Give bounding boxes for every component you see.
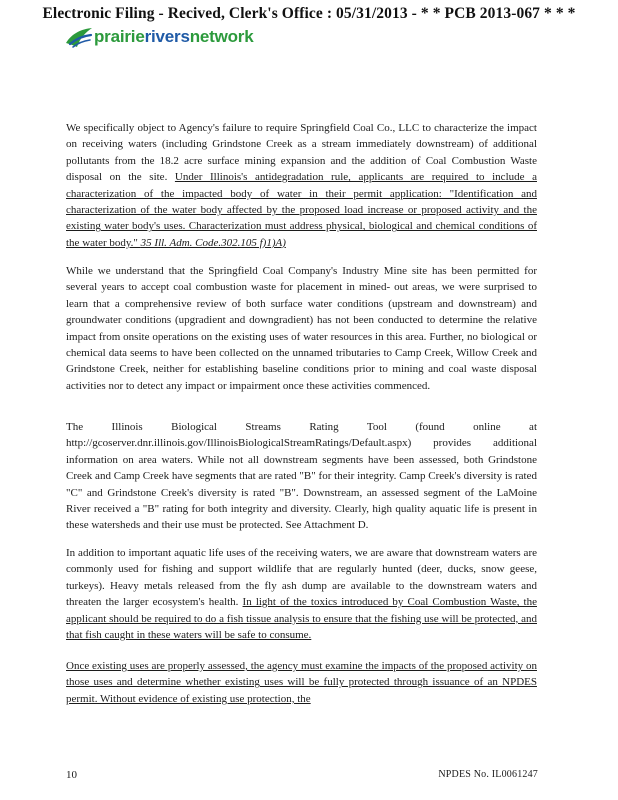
paragraph-site-review — [66, 263, 537, 394]
regulation-citation: 35 Ill. Adm. Code.302.105 f)1)A) — [140, 236, 286, 249]
paragraph-stream-ratings — [66, 419, 537, 534]
paragraph-4-intro: In addition to important aquatic life uses of the receiving waters, we are aware that downstream waters are commonly used for fishing and support wildlife that are regularly hunted (deer, ducks, snow geese, turkeys). Heavy metals released from the fly ash dump are available to the downstream waters and threaten the larger ecosystem's health. — [66, 547, 537, 609]
paragraph-1-rule-quote: Under Illinois's antidegradation rule, applicants are required to include a characterization of the impacted body of water in their permit application: "Identification and characterization of the water body affected by the proposed load increase or proposed activity and the existing water body's uses. Characterization must address physical, biological and chemical conditions of the water body." — [66, 171, 537, 249]
paragraph-5-text: Once existing uses are properly assessed, the agency must examine the impacts of the proposed activity on those uses and determine whether existing uses will be fully protected through issuance of an NPDES permit. Without evidence of existing use protection, the — [66, 660, 537, 705]
filing-stamp: Electronic Filing - Recived, Clerk's Office : 05/31/2013 - * * PCB 2013-067 * * * — [42, 5, 576, 22]
permit-reference: NPDES No. IL0061247 — [438, 769, 538, 780]
paragraph-fishing-use — [66, 545, 537, 643]
paragraph-1-intro: We specifically object to Agency's failure to require Springfield Coal Co., LLC to characterize the impact on receiving waters (including Grindstone Creek as a stream immediately downstream) of additional pollutants from the 18.2 acre surface mining expansion and the addition of Coal Combustion Waste disposal on the site. — [66, 122, 537, 184]
paragraph-3-text: The Illinois Biological Streams Rating Tool (found online at http://gcoserver.dnr.illinois.gov/IllinoisBiologicalStreamRatings/Default.aspx) provides additional information on area waters. While not all downstream segments have been assessed, both Grindstone Creek and Camp Creek have segments that are rated "B" for their integrity. Camp Creek's diversity is rated "C" and Grindstone Creek's diversity is rated "B". Downstream, an assessed segment of the LaMoine River received a "B" rating for both integrity and diversity. Clearly, high quality aquatic life is present in these watersheds and their use must be protected. See Attachment D. — [66, 421, 537, 532]
leaf-river-icon — [64, 26, 94, 50]
logo-word-network: network — [189, 27, 254, 46]
paragraph-4-fish-tissue: In light of the toxics introduced by Coal Combustion Waste, the applicant should be required to do a fish tissue analysis to ensure that the fishing use will be protected, and that fish caught in these waters will be safe to consume. — [66, 596, 537, 642]
paragraph-2-text: While we understand that the Springfield Coal Company's Industry Mine site has been permitted for several years to accept coal combustion waste for placement in mined- out areas, we were surprised to learn that a comprehensive review of both surface water conditions (upstream and downstream) and groundwater conditions (upgradient and downgradient) has not been conducted to determine the relative impact from onsite operations on the existing uses of water resources in this area. Further, no biological or chemical data seems to have been collected on the unnamed tributaries to Camp Creek, Willow Creek and Grindstone Creek, neither for establishing baseline conditions prior to mining and coal waste disposal activities nor to detect any impact or impairment once these activities commenced. — [66, 265, 537, 392]
logo-word-rivers: rivers — [144, 27, 190, 46]
page-number: 10 — [66, 769, 77, 781]
paragraph-existing-uses — [66, 658, 537, 707]
logo-wordmark — [94, 27, 253, 47]
logo-word-prairie: prairie — [94, 27, 145, 46]
paragraph-antidegradation — [66, 120, 537, 251]
